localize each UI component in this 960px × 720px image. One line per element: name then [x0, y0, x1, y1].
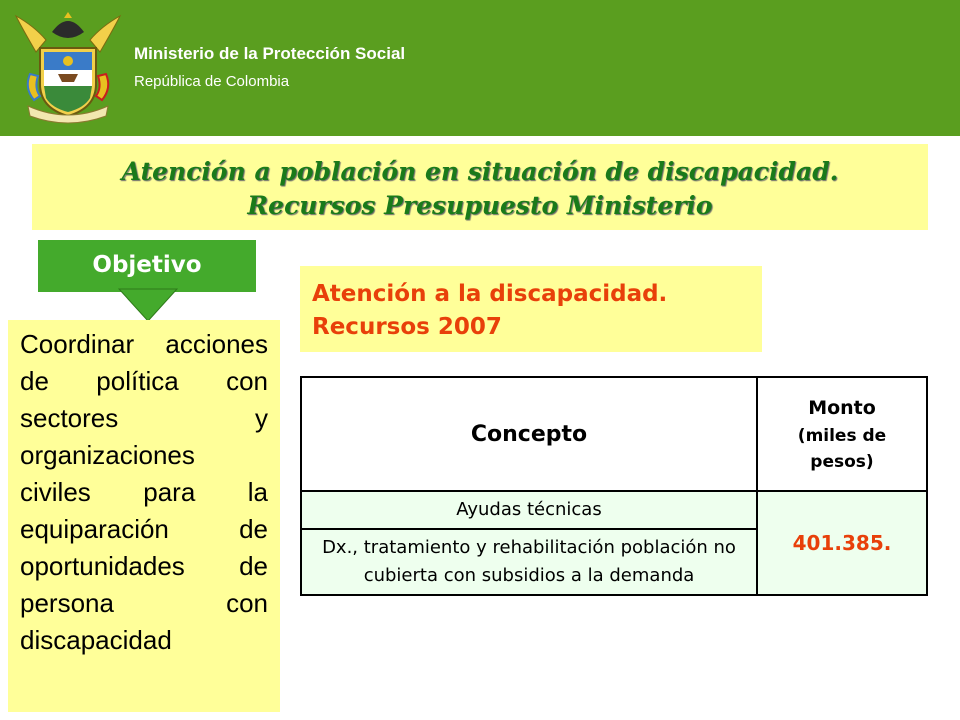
ministry-name: Ministerio de la Protección Social — [134, 44, 406, 63]
amount-cell: 401.385. — [757, 491, 927, 595]
budget-table — [300, 376, 928, 596]
header-monto-label: Monto — [808, 397, 876, 419]
header-concepto: Concepto — [301, 377, 757, 491]
title-line-1: Atención a población en situación de discapacidad. — [121, 157, 839, 186]
header-monto — [757, 377, 927, 491]
objective-description: Coordinar acciones de política con sectores y organizaciones civiles para la equiparación de oportunidades de persona con discapacidad — [20, 329, 268, 655]
title-line-2: Recursos Presupuesto Ministerio — [247, 191, 713, 220]
header-monto-unit-1: (miles de — [797, 426, 887, 446]
subtitle-line-2: Recursos 2007 — [312, 314, 502, 340]
arrow-down-icon — [118, 288, 178, 322]
concept-cell: Dx., tratamiento y rehabilitación población no cubierta con subsidios a la demanda — [301, 529, 757, 595]
header-banner — [0, 0, 960, 136]
objective-description-box — [8, 320, 280, 712]
concept-cell: Ayudas técnicas — [301, 491, 757, 529]
table-subtitle — [300, 266, 762, 352]
colombia-coat-of-arms-icon — [14, 8, 122, 130]
republic-name: República de Colombia — [134, 73, 290, 90]
objective-label: Objetivo — [38, 240, 256, 292]
page-title — [32, 144, 928, 230]
subtitle-line-1: Atención a la discapacidad. — [312, 281, 668, 307]
table-header-row — [301, 377, 927, 491]
table-row — [301, 491, 927, 529]
header-monto-unit-2: pesos) — [810, 452, 874, 472]
